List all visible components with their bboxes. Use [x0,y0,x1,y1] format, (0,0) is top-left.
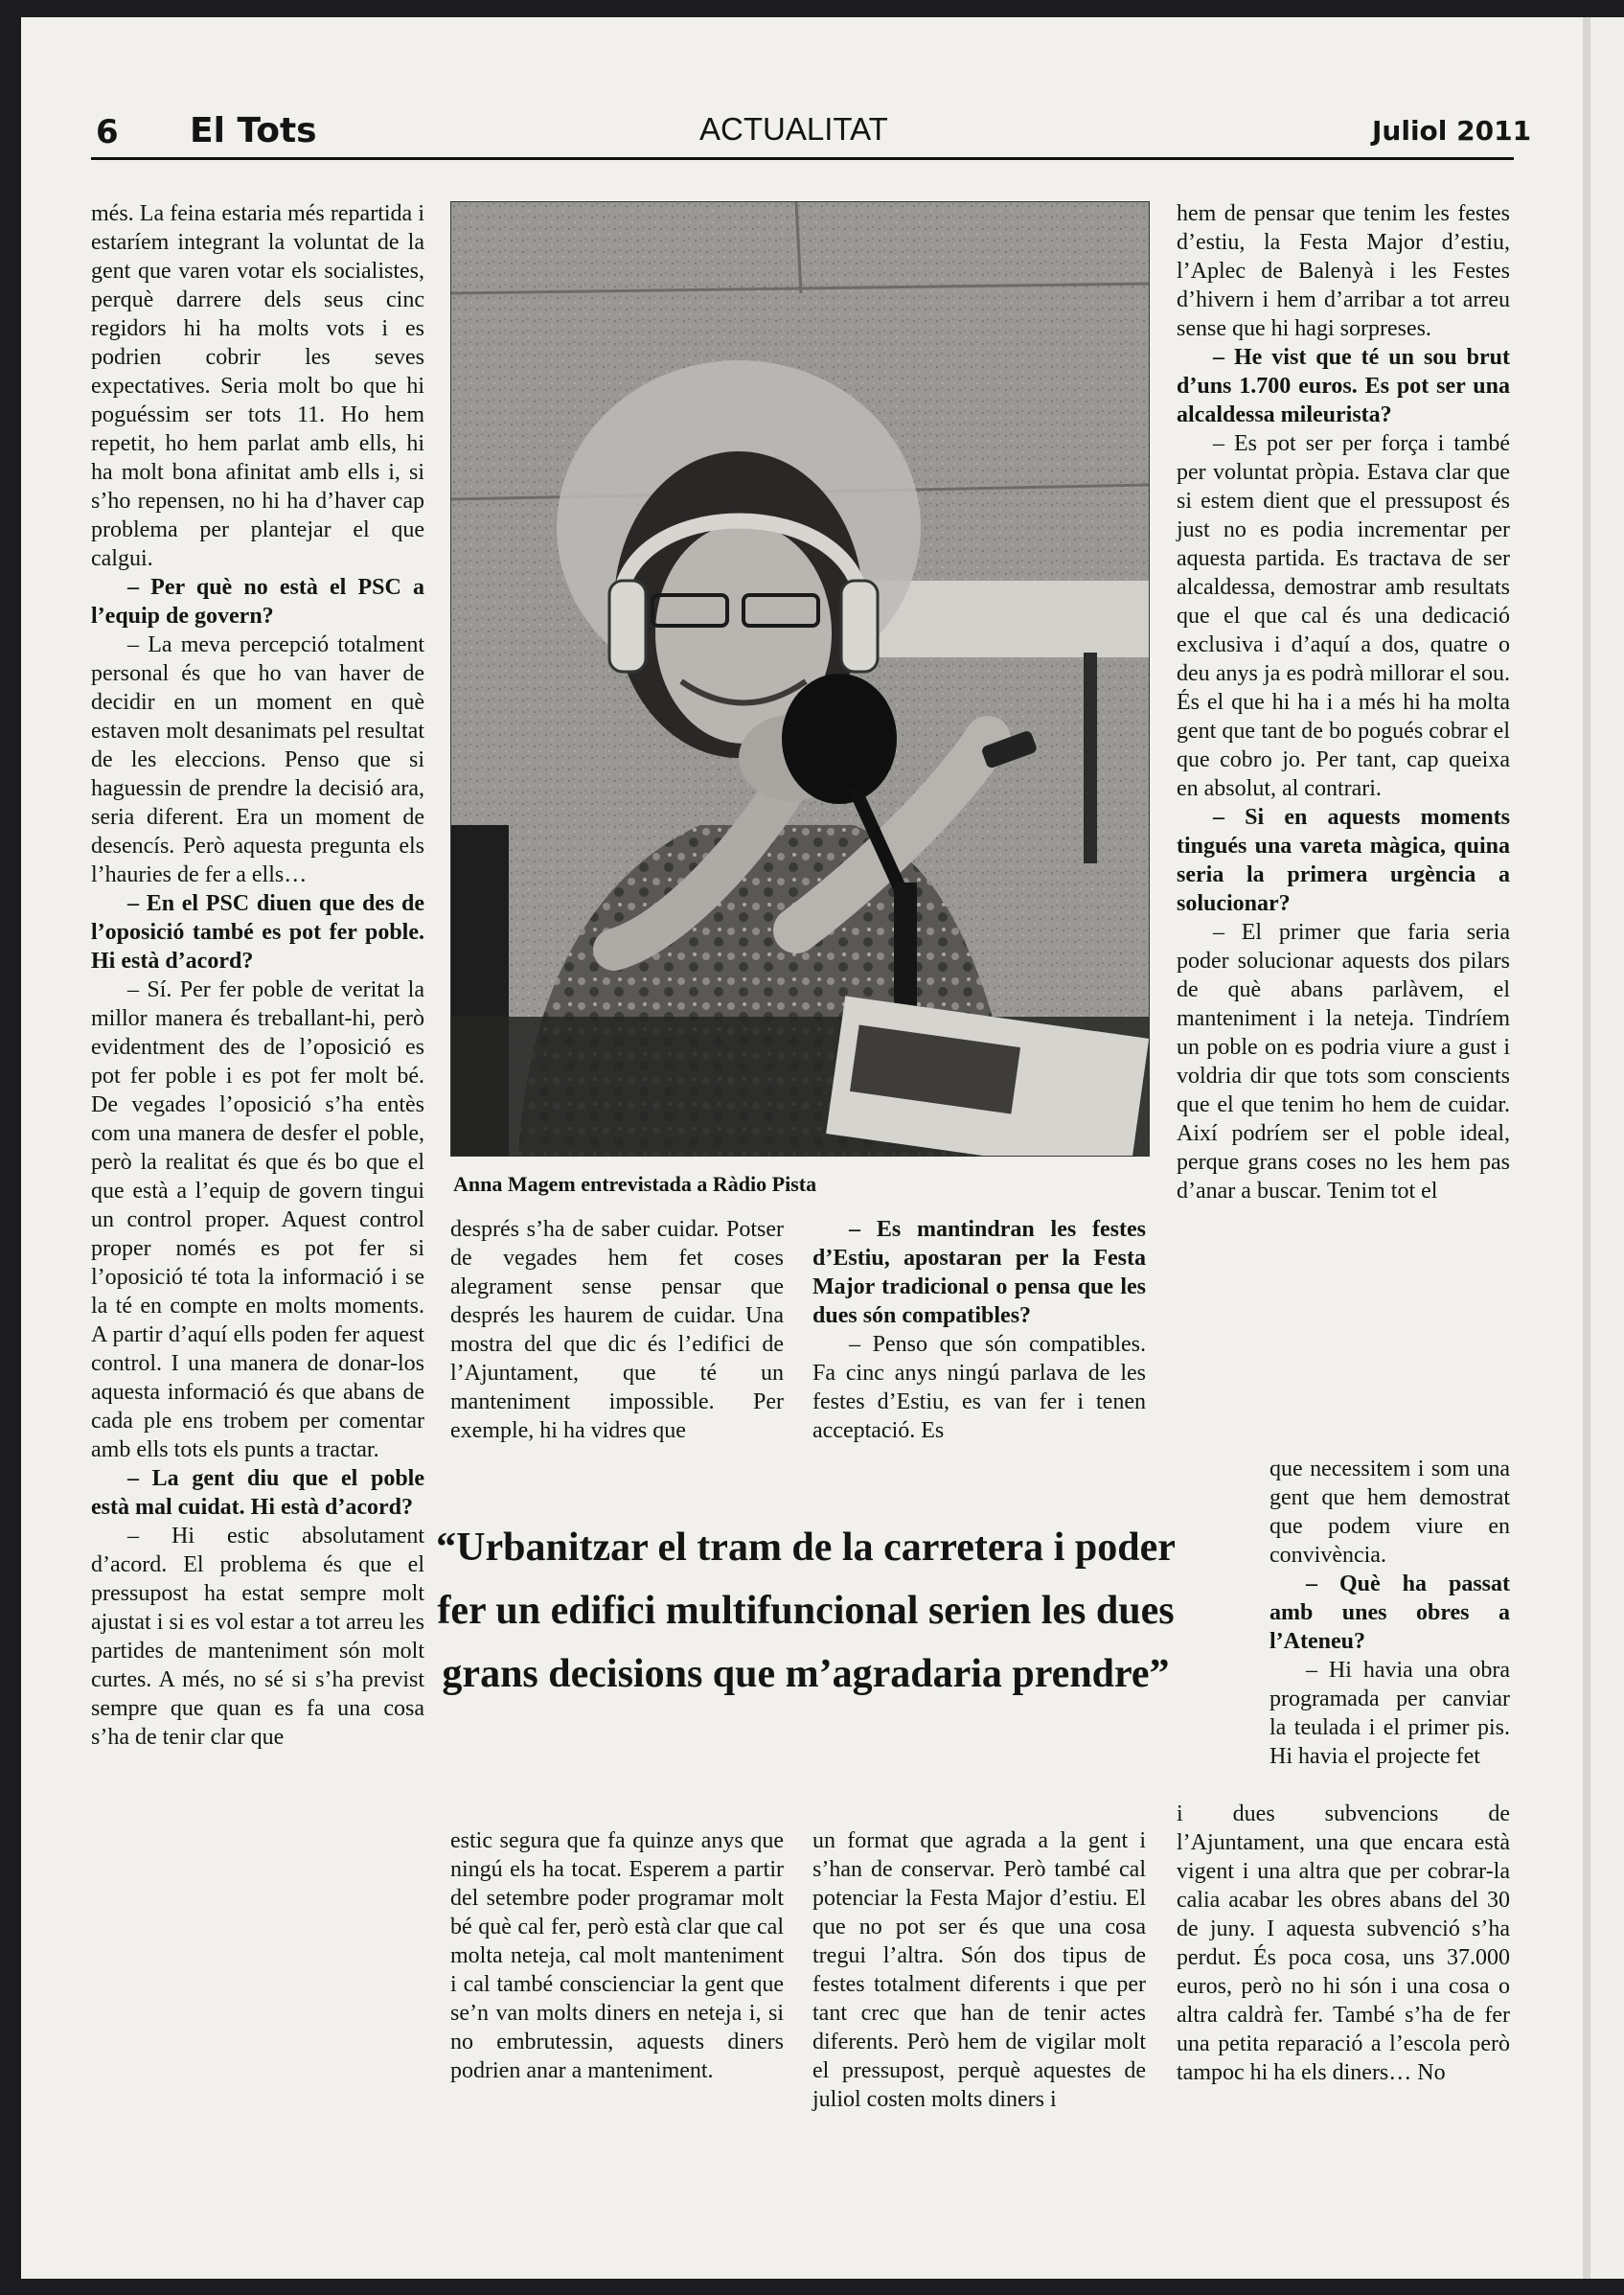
column-2-bottom [450,1826,784,2085]
page-number: 6 [96,113,119,151]
column-2-top [450,1215,784,1445]
answer: – El primer que faria seria poder solucionar aquests dos pilars de què abans parlàvem, el manteniment i la neteja. Tindríem un poble on es podria viure a gust i voldria dir que tots som conscients que el que tenim ho hem de cuidar. Així podríem ser el poble ideal, perque grans coses no les hem pas d’anar a buscar. Tenim tot el [1177,920,1510,1204]
column-4-top [1177,199,1510,1205]
paragraph: estic segura que fa quinze anys que ningú els ha tocat. Esperem a partir del setembre poder programar molt bé què cal fer, però està clar que cal molta neteja, cal molt manteniment i cal també conscienciar la gent que se’n van molts diners en neteja i, si no embrutessin, aquests diners podrien anar a manteniment. [450,1828,784,2083]
answer: – Hi havia una obra programada per canviar la teulada i el primer pis. Hi havia el projecte fet [1269,1658,1510,1769]
question: – Es mantindran les festes d’Estiu, apostaran per la Festa Major tradicional o pensa que les dues són compatibles? [812,1217,1146,1328]
question: – Què ha passat amb unes obres a l’Ateneu? [1269,1572,1510,1654]
answer: – Sí. Per fer poble de veritat la millor manera és treballant-hi, però evidentment des de l’oposició es pot fer poble i es pot fer molt bé. De vegades l’oposició s’ha entès com una manera de desfer el poble, però la realitat és que és bo que el que està a l’equip de govern tingui un control proper. Aquest control proper només es pot fer si l’oposició té tota la informació i se la té en compte en molts moments. A partir d’aquí ells poden fer aquest control. I una manera de donar-los aquesta informació és que abans de cada ple ens trobem per comentar amb ells tots els punts a tractar. [91,977,424,1462]
photo-caption: Anna Magem entrevistada a Ràdio Pista [453,1172,817,1196]
column-3-bottom [812,1826,1146,2114]
column-3-top [812,1215,1146,1445]
answer: – Penso que són compatibles. Fa cinc anys ningú parlava de les festes d’Estiu, es van fer i tenen acceptació. Es [812,1332,1146,1443]
paragraph: més. La feina estaria més repartida i estaríem integrant la voluntat de la gent que varen votar els socialistes, perquè darrere dels seus cinc regidors hi ha molts vots i es podrien cobrir les seves expectatives. Seria molt bo que hi poguéssim ser tots 11. Ho hem repetit, ho hem parlat amb ells, hi ha molt bona afinitat amb ells i, si s’ho repensen, no hi ha d’haver cap problema per plantejar el que calgui. [91,201,424,571]
answer: – La meva percepció totalment personal és que ho van haver de decidir en un moment en què estaven molt desanimats pel resultat de les eleccions. Penso que si haguessin de prendre la decisió ara, seria diferent. Era un moment de desencís. Però aquesta pregunta els l’hauries de fer a ells… [91,632,424,887]
paragraph: i dues subvencions de l’Ajuntament, una que encara està vigent i una altra que per cobrar-la calia acabar les obres abans del 30 de juny. I aquesta subvenció s’ha perdut. És poca cosa, uns 37.000 euros, però no hi són i una cosa o altra caldrà fer. També s’ha de fer una petita reparació a l’escola però tampoc hi ha els diners… No [1177,1802,1510,2085]
paragraph: un format que agrada a la gent i s’han de conservar. Però també cal potenciar la Festa Major d’estiu. El que no pot ser és que una cosa tregui l’altra. Són dos tipus de festes totalment diferents i que per tant crec que han de tenir actes diferents. Però hem de vigilar molt el pressupost, perquè aquestes de juliol costen molts diners i [812,1828,1146,2112]
question: – La gent diu que el poble està mal cuidat. Hi està d’acord? [91,1466,424,1520]
paragraph: que necessitem i som una gent que hem demostrat que podem viure en convivència. [1269,1457,1510,1568]
column-4-bottom [1177,1800,1510,2087]
header-rule [91,157,1514,160]
next-page-edge [1583,17,1624,2279]
question: – Per què no està el PSC a l’equip de govern? [91,575,424,629]
column-4-wrap [1269,1455,1510,1771]
interview-photo [450,201,1150,1157]
paragraph: després s’ha de saber cuidar. Potser de vegades hem fet coses alegrament sense pensar que després les haurem de cuidar. Una mostra del que dic és l’edifici de l’Ajuntament, que té un manteniment impossible. Per exemple, hi ha vidres que [450,1217,784,1443]
column-1 [91,199,424,1752]
question: – He vist que té un sou brut d’uns 1.700 euros. Es pot ser una alcaldessa mileurista? [1177,345,1510,427]
photo-illustration [451,202,1149,1156]
publication-name: El Tots [190,111,317,150]
question: – Si en aquests moments tingués una vareta màgica, quina seria la primera urgència a solucionar? [1177,805,1510,916]
section-title: ACTUALITAT [699,111,888,147]
issue-date: Juliol 2011 [1372,115,1532,147]
answer: – Es pot ser per força i també per voluntat pròpia. Estava clar que si estem dient que el pressupost és just no es podia incrementar per aquesta partida. Es tractava de ser alcaldessa, demostrar amb resultats que el que cal és una dedicació exclusiva i d’aquí a dos, quatre o deu anys ja es podrà millorar el sou. És el que hi ha i a més hi ha molta gent que tant de bo pogués cobrar el que cobro jo. Per tant, cap queixa en absolut, al contrari. [1177,431,1510,801]
pull-quote: “Urbanitzar el tram de la carretera i poder fer un edifici multifuncional serien les dues grans decisions que m’agradaria prendre” [436,1526,1176,1696]
answer: – Hi estic absolutament d’acord. El problema és que el pressupost ha estat sempre molt ajustat i si es vol estar a tot arreu les partides de manteniment són molt curtes. A més, no sé si s’ha previst sempre que quan es fa una cosa s’ha de tenir clar que [91,1524,424,1750]
question: – En el PSC diuen que des de l’oposició també es pot fer poble. Hi està d’acord? [91,891,424,974]
paragraph: hem de pensar que tenim les festes d’estiu, la Festa Major d’estiu, l’Aplec de Balenyà i les Festes d’hivern i hem d’arribar a tot arreu sense que hi hagi sorpreses. [1177,201,1510,341]
